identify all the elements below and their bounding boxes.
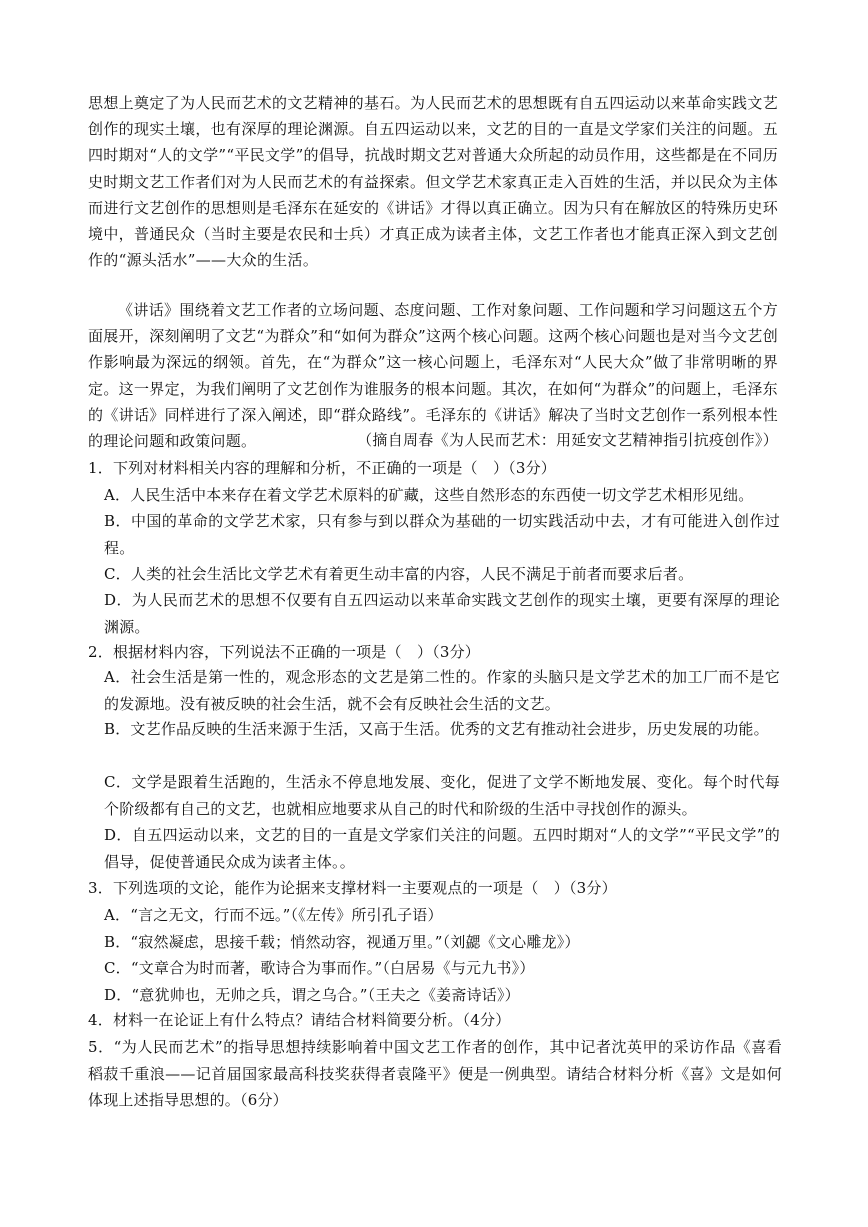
passage-paragraph-1: 思想上奠定了为人民而艺术的文艺精神的基石。为人民而艺术的思想既有自五四运动以来革命实践文艺创作的现实土壤，也有深厚的理论渊源。自五四运动以来，文艺的目的一直是文学家们关注的问题。五四时期对“人的文学”“平民文学”的倡导，抗战时期文艺对普通大众所起的动员作用，这些都是在不同历史时期文艺工作者们对为人民而艺术的有益探索。但文学艺术家真正走入百姓的生活，并以民众为主体而进行文艺创作的思想则是毛泽东在延安的《讲话》才得以真正确立。因为只有在解放区的特殊历史环境中，普通民众（当时主要是农民和士兵）才真正成为读者主体，文艺工作者也才能真正深入到文艺创作的“源头活水”——大众的生活。 (88, 94, 778, 270)
question-3-option-a: A．“言之无文，行而不远。”（《左传》所引孔子语） (104, 906, 443, 924)
question-3-option-c: C．“文章合为时而著，歌诗合为事而作。”（白居易《与元九书》） (104, 959, 535, 977)
question-2-stem: 2．根据材料内容，下列说法不正确的一项是（ ）（3分） (88, 643, 480, 661)
question-2-option-c: C．文学是跟着生活跑的，生活永不停息地发展、变化，促进了文学不断地发展、变化。每个时代每个阶级都有自己的文艺，也就相应地要求从自己的时代和阶级的生活中寻找创作的源头。 (104, 773, 780, 818)
question-1-option-c: C．人类的社会生活比文学艺术有着更生动丰富的内容，人民不满足于前者而要求后者。 (104, 565, 694, 583)
question-3-option-d: D．“意犹帅也，无帅之兵，谓之乌合。”（王夫之《姜斋诗话》） (104, 986, 520, 1004)
passage-paragraph-2: 《讲话》围绕着文艺工作者的立场问题、态度问题、工作对象问题、工作问题和学习问题这五个方面展开，深刻阐明了文艺“为群众”和“如何为群众”这两个核心问题。这两个核心问题也是对当今文艺创作影响最为深远的纲领。首先，在“为群众”这一核心问题上，毛泽东对“人民大众”做了非常明晰的界定。这一界定，为我们阐明了文艺创作为谁服务的根本问题。其次，在如何“为群众”的问题上，毛泽东的《讲话》同样进行了深入阐述，即“群众路线”。毛泽东的《讲话》解决了当时文艺创作一系列根本性的理论问题和政策问题。 (88, 301, 778, 451)
question-1-option-a: A．人民生活中本来存在着文学艺术原料的矿藏，这些自然形态的东西使一切文学艺术相形见绌。 (104, 486, 754, 504)
question-1-stem: 1．下列对材料相关内容的理解和分析，不正确的一项是（ ）（3分） (88, 459, 556, 477)
question-1-option-d: D．为人民而艺术的思想不仅要有自五四运动以来革命实践文艺创作的现实土壤，更要有深厚的理论渊源。 (104, 591, 780, 636)
question-4-stem: 4．材料一在论证上有什么特点？请结合材料简要分析。（4分） (88, 1011, 511, 1029)
question-1-option-b: B．中国的革命的文学艺术家，只有参与到以群众为基础的一切实践活动中去，才有可能进入创作过程。 (104, 512, 780, 557)
question-5-stem: 5．“为人民而艺术”的指导思想持续影响着中国文艺工作者的创作，其中记者沈英甲的采访作品《喜看稻菽千重浪——记首届国家最高科技奖获得者袁隆平》便是一例典型。请结合材料分析《喜》文是如何体现上述指导思想的。（6分） (88, 1038, 782, 1109)
passage-source: （摘自周春《为人民而艺术：用延安文艺精神指引抗疫创作》） (357, 431, 778, 449)
question-3-option-b: B．“寂然凝虑，思接千载；悄然动容，视通万里。”（刘勰《文心雕龙》） (104, 933, 580, 951)
question-2-option-b: B．文艺作品反映的生活来源于生活，又高于生活。优秀的文艺有推动社会进步，历史发展的功能。 (104, 720, 769, 738)
question-3-stem: 3．下列选项的文论，能作为论据来支撑材料一主要观点的一项是（ ）（3分） (88, 879, 617, 897)
question-2-option-d: D．自五四运动以来，文艺的目的一直是文学家们关注的问题。五四时期对“人的文学”“平民文学”的倡导，促使普通民众成为读者主体。。 (104, 826, 780, 871)
question-2-option-a: A．社会生活是第一性的，观念形态的文艺是第二性的。作家的头脑只是文学艺术的加工厂而不是它的发源地。没有被反映的社会生活，就不会有反映社会生活的文艺。 (104, 668, 780, 713)
